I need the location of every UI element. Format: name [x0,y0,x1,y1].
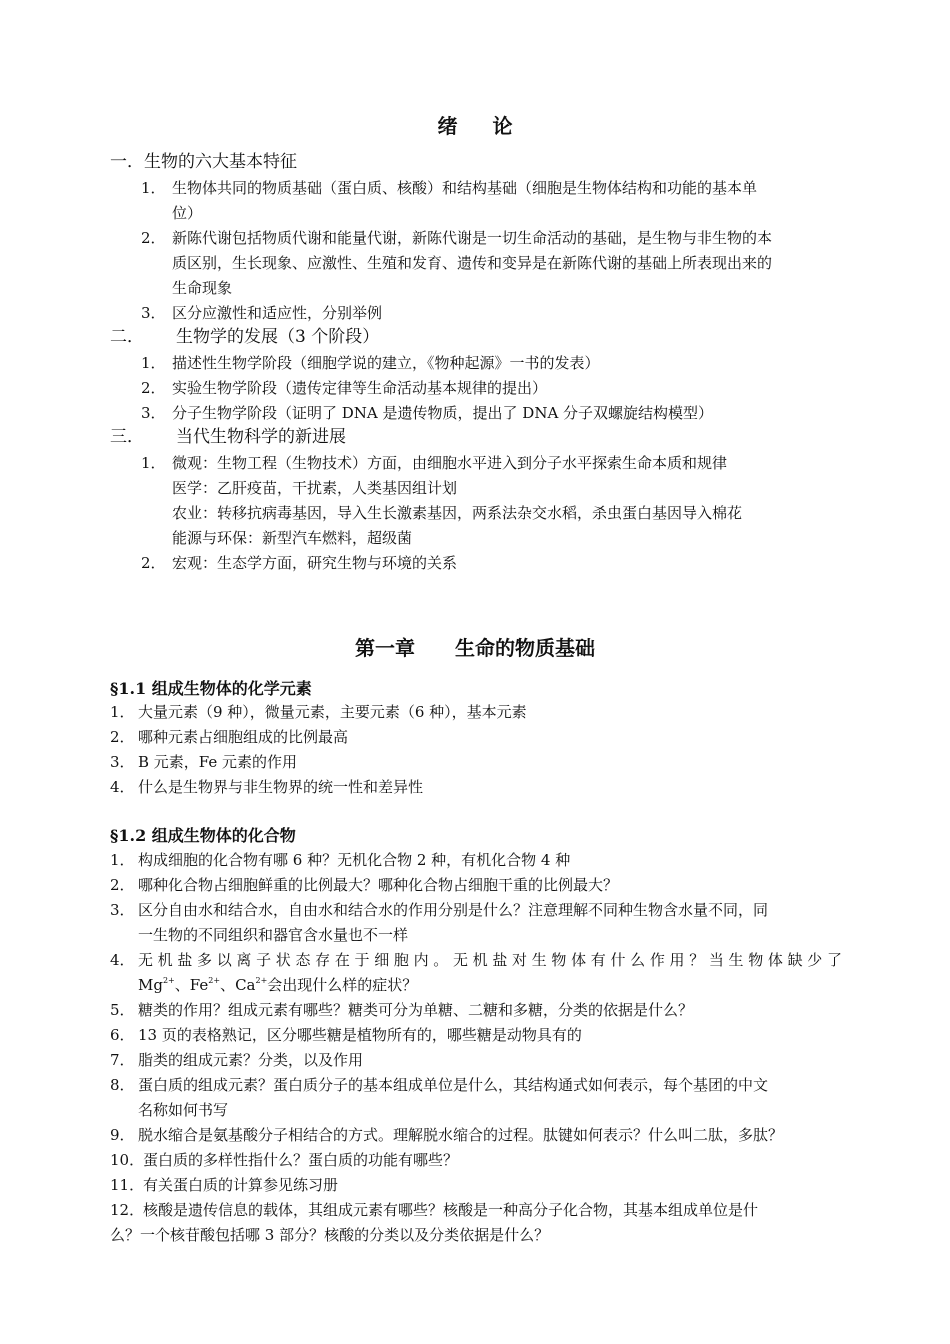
ion-ca-charge: 2+ [255,976,268,985]
ion-sep-1: 、 [174,976,190,994]
sec12-item2-line1: 哪种化合物占细胞鲜重的比例最大？哪种化合物占细胞干重的比例最大？ [138,876,619,894]
intro-s3-num: 三． [110,427,144,447]
intro-s3-item1-line2: 医学：乙肝疫苗，干扰素，人类基因组计划 [172,479,458,497]
sec12-item7-line1: 脂类的组成元素？分类，以及作用 [138,1051,364,1069]
sec12-item4-num: 4． [110,951,135,969]
sec12-item3-num: 3． [110,901,135,919]
sec11-item4-num: 4． [110,778,135,796]
sec12-item1-num: 1． [110,851,135,869]
intro-s3-item1-line3: 农业：转移抗病毒基因，导入生长激素基因，两系法杂交水稻，杀虫蛋白基因导入棉花 [172,504,743,522]
sec12-item6-num: 6． [110,1026,135,1044]
sec11-item2: 哪种元素占细胞组成的比例最高 [138,728,349,746]
ion-ca: Ca [235,976,256,994]
sec12-item6-line1: 13 页的表格熟记，区分哪些糖是植物所有的，哪些糖是动物具有的 [138,1026,582,1044]
sec11-item3: B 元素，Fe 元素的作用 [138,753,298,771]
sec12-item1-line1: 构成细胞的化合物有哪 6 种？无机化合物 2 种，有机化合物 4 种 [138,851,571,869]
sec12-item9-line1: 脱水缩合是氨基酸分子相结合的方式。理解脱水缩合的过程。肽键如何表示？什么叫二肽，多肽？ [138,1126,784,1144]
intro-s2-item1-num: 1． [141,354,166,372]
sec12-item3-line1: 区分自由水和结合水，自由水和结合水的作用分别是什么？注意理解不同种生物含水量不同，同 [138,901,769,919]
sec12-item5-num: 5． [110,1001,135,1019]
sec11-heading: §1.1 组成生物体的化学元素 [110,679,312,698]
sec12-heading: §1.2 组成生物体的化合物 [110,826,296,845]
intro-s1-item2-line3: 生命现象 [172,279,233,297]
intro-s1-item1-num: 1． [141,179,166,197]
intro-s3-heading: 当代生物科学的新进展 [176,427,346,447]
intro-s2-item2-num: 2． [141,379,166,397]
sec12-item12-line1: 核酸是遗传信息的载体，其组成元素有哪些？核酸是一种高分子化合物，其基本组成单位是什 [143,1201,759,1219]
ion-mg-charge: 2+ [162,976,175,985]
sec12-item11-num: 11． [110,1176,145,1194]
intro-s3-item1-line4: 能源与环保：新型汽车燃料，超级菌 [172,529,413,547]
intro-s2-item3-num: 3． [141,404,166,422]
chapter1-title: 第一章 生命的物质基础 [355,636,595,660]
sec12-item7-num: 7． [110,1051,135,1069]
sec12-item8-line2: 名称如何书写 [138,1101,229,1119]
sec12-item4-line1: 无机盐多以离子状态存在于细胞内。无机盐对生物体有什么作用？当生物体缺少了 [138,951,842,969]
intro-s1-item2-line2: 质区别，生长现象、应激性、生殖和发育、遗传和变异是在新陈代谢的基础上所表现出来的 [172,254,773,272]
sec12-item2-num: 2． [110,876,135,894]
sec11-item2-num: 2． [110,728,135,746]
sec12-item8-num: 8． [110,1076,135,1094]
sec12-item11-line1: 有关蛋白质的计算参见练习册 [143,1176,339,1194]
intro-s1-item2-num: 2． [141,229,166,247]
sec12-item12-line2: 么？一个核苷酸包括哪 3 部分？核酸的分类以及分类依据是什么？ [110,1226,550,1244]
intro-s2-item1-line1: 描述性生物学阶段（细胞学说的建立，《物种起源》一书的发表） [172,354,600,372]
ion-fe: Fe [189,976,209,994]
ion-fe-charge: 2+ [208,976,221,985]
sec12-item3-line2: 一生物的不同组织和器官含水量也不一样 [138,926,409,944]
intro-s2-num: 二． [110,327,144,347]
sec12-item8-line1: 蛋白质的组成元素？蛋白质分子的基本组成单位是什么，其结构通式如何表示，每个基团的中文 [138,1076,769,1094]
ion-sep-2: 、 [220,976,236,994]
intro-s1-item1-line2: 位） [172,204,203,222]
intro-s1-item3-num: 3． [141,304,166,322]
intro-s3-item1-line1: 微观：生物工程（生物技术）方面，由细胞水平进入到分子水平探索生命本质和规律 [172,454,728,472]
sec12-item4-line2 [138,973,417,998]
sec11-item1: 大量元素（9 种），微量元素，主要元素（6 种），基本元素 [138,703,527,721]
sec12-item5-line1: 糖类的作用？组成元素有哪些？糖类可分为单糖、二糖和多糖，分类的依据是什么？ [138,1001,694,1019]
intro-title: 绪 论 [437,114,527,138]
intro-s1-item1-line1: 生物体共同的物质基础（蛋白质、核酸）和结构基础（细胞是生物体结构和功能的基本单 [172,179,758,197]
sec12-item10-num: 10． [110,1151,145,1169]
intro-s1-item3-line1: 区分应激性和适应性，分别举例 [172,304,383,322]
intro-s3-item2-line1: 宏观：生态学方面，研究生物与环境的关系 [172,554,458,572]
sec11-item3-num: 3． [110,753,135,771]
intro-s2-heading: 生物学的发展（3 个阶段） [176,327,380,347]
intro-s3-item2-num: 2． [141,554,166,572]
sec11-item1-num: 1． [110,703,135,721]
intro-s2-item3-line1: 分子生物学阶段（证明了 DNA 是遗传物质，提出了 DNA 分子双螺旋结构模型） [172,404,714,422]
intro-s2-item2-line1: 实验生物学阶段（遗传定律等生命活动基本规律的提出） [172,379,548,397]
sec11-item4: 什么是生物界与非生物界的统一性和差异性 [138,778,424,796]
intro-s3-item1-num: 1． [141,454,166,472]
sec12-item12-num: 12． [110,1201,145,1219]
sec12-item9-num: 9． [110,1126,135,1144]
intro-s1-heading: 一．生物的六大基本特征 [110,152,297,172]
sec12-item4-rest: 会出现什么样的症状？ [267,976,418,994]
intro-s1-item2-line1: 新陈代谢包括物质代谢和能量代谢，新陈代谢是一切生命活动的基础，是生物与非生物的本 [172,229,773,247]
ion-mg: Mg [138,976,163,994]
sec12-item10-line1: 蛋白质的多样性指什么？蛋白质的功能有哪些？ [143,1151,459,1169]
